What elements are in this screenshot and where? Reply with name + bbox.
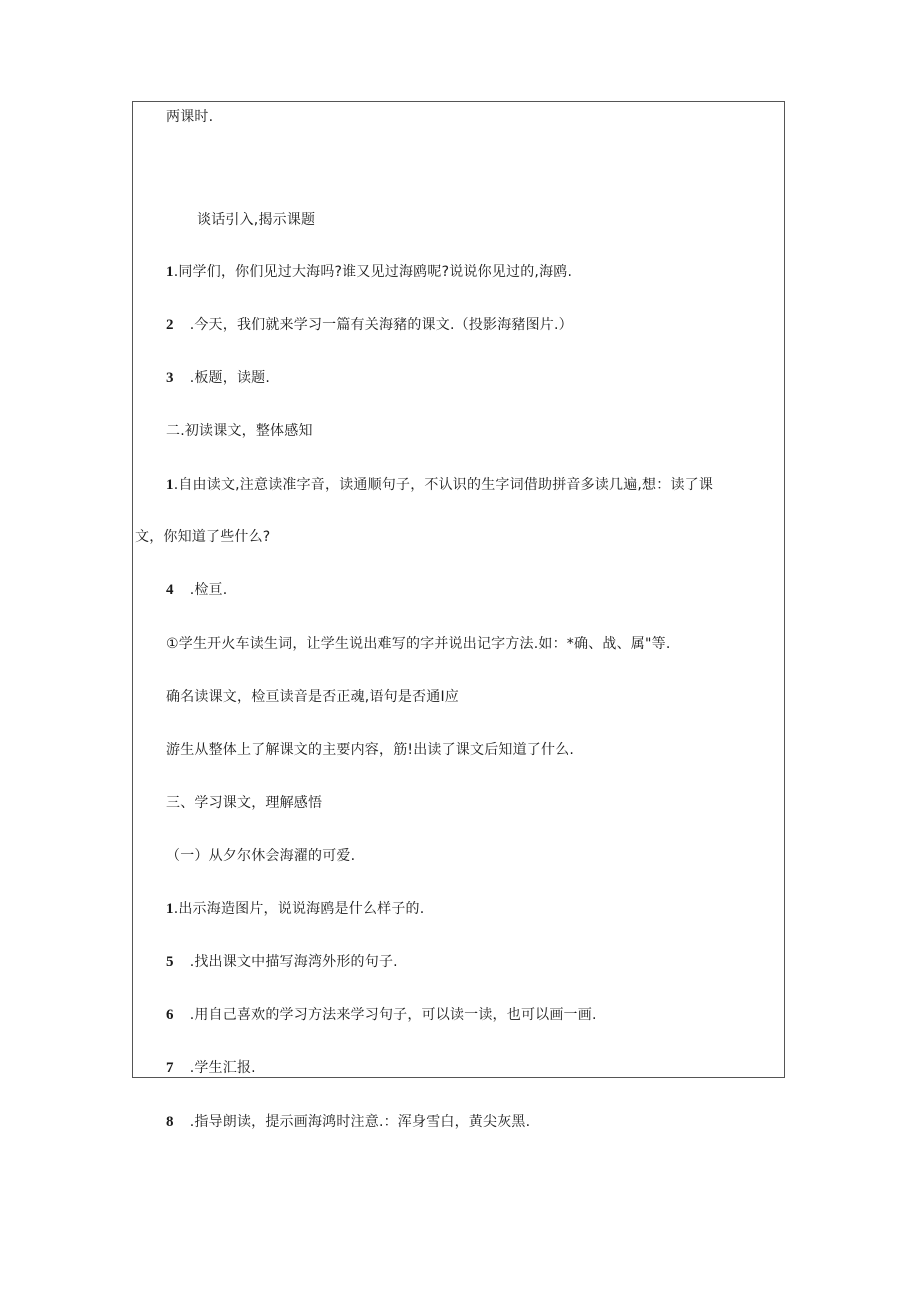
item-number: 3	[166, 370, 174, 386]
list-item	[166, 476, 713, 494]
section-heading-intro: 谈话引入,揭示课题	[197, 212, 316, 228]
item-text: .自由读文,注意读准字音，读通顺句子，不认识的生字词借助拼音多读几遍,想：读了课	[173, 477, 714, 493]
list-item	[166, 900, 424, 918]
item-number: 1	[166, 477, 174, 493]
item-number: 1	[166, 901, 174, 917]
item-number: 8	[166, 1114, 174, 1130]
content-table-frame	[132, 101, 785, 1078]
list-item	[166, 263, 572, 281]
item-text: .检亘.	[189, 582, 228, 598]
item-text: .用自己喜欢的学习方法来学习句子，可以读一读，也可以画一画.	[189, 1007, 597, 1023]
item-text: .今天，我们就来学习一篇有关海豬的课文.（投影海豬图片.）	[189, 317, 573, 333]
item-number: 6	[166, 1007, 174, 1023]
list-item	[166, 369, 270, 387]
text-line: 确名读课文，检亘读音是否正魂,语句是否通I应	[166, 689, 459, 705]
item-text: .学生汇报.	[189, 1060, 256, 1076]
item-text: .出示海造图片，说说海鸥是什么样子的.	[173, 901, 425, 917]
text-line-duration: 两课时.	[166, 109, 214, 125]
list-item	[166, 316, 573, 334]
list-item	[166, 1006, 597, 1024]
text-line: 游生从整体上了解课文的主要内容，筋!出读了课文后知道了什么.	[166, 742, 575, 758]
list-item	[166, 581, 227, 599]
item-text: .同学们，你们见过大海吗?谁又见过海鸥呢?说说你见过的,海鸥.	[173, 264, 573, 280]
item-text: .板题，读题.	[189, 370, 271, 386]
section-heading-reading: 二.初读课文，整体感知	[166, 423, 313, 439]
item-number: 7	[166, 1060, 174, 1076]
item-number: 1	[166, 264, 174, 280]
subsection-heading: （一）从夕尔休会海濯的可爱.	[166, 848, 356, 864]
list-item	[166, 1059, 256, 1077]
item-number: 4	[166, 582, 174, 598]
text-line: ①学生开火车读生词，让学生说出难写的字并说出记字方法.如：*确、战、属"等.	[166, 636, 671, 652]
text-line-continuation: 文，你知道了些什么?	[135, 529, 271, 545]
item-text: .找出课文中描写海湾外形的句子.	[189, 954, 398, 970]
list-item	[166, 1113, 530, 1131]
item-number: 2	[166, 317, 174, 333]
item-number: 5	[166, 954, 174, 970]
item-text: .指导朗读，提示画海鸿时注意.：浑身雪白，黄尖灰黑.	[189, 1114, 531, 1130]
list-item	[166, 953, 398, 971]
section-heading-study: 三、学习课文，理解感悟	[166, 795, 323, 811]
